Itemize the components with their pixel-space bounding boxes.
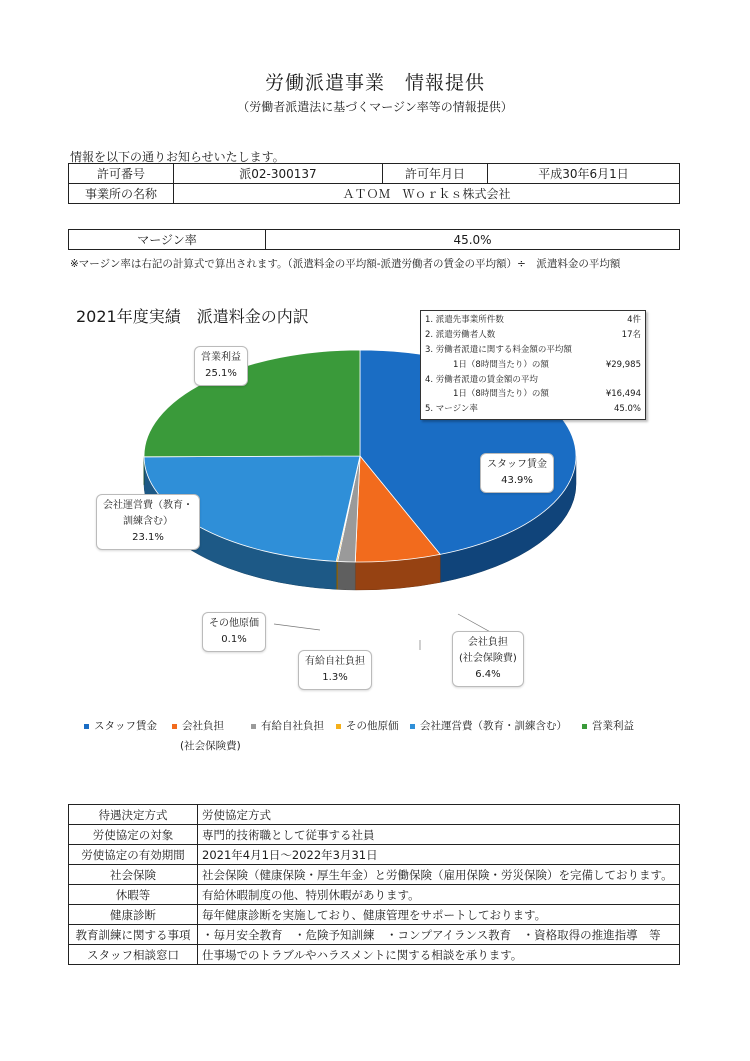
condition-value: 毎年健康診断を実施しており、健康管理をサポートしております。 [198, 905, 680, 925]
pie-slice-5 [144, 350, 360, 457]
condition-value: 労使協定方式 [198, 805, 680, 825]
legend-other-swatch [336, 724, 341, 729]
page-subtitle: （労働者派遣法に基づくマージン率等の情報提供） [237, 100, 513, 114]
legend-staff-swatch [84, 724, 89, 729]
condition-label: 健康診断 [69, 905, 198, 925]
callout-profit [194, 346, 248, 386]
info-fee-sub: 1日（8時間当たり）の額 [453, 359, 549, 370]
permit-number-label: 許可番号 [69, 164, 174, 184]
legend-other-label: その他原価 [346, 720, 399, 732]
condition-label: スタッフ相談窓口 [69, 945, 198, 965]
condition-row [69, 945, 680, 965]
notice-text: 情報を以下の通りお知らせいたします。 [70, 150, 285, 164]
info-dispatch-sites-label: 1. 派遣先事業所件数 [425, 315, 504, 325]
condition-value: 仕事場でのトラブルやハラスメントに関する相談を承ります。 [198, 945, 680, 965]
callout-other-pct: 0.1% [221, 634, 247, 645]
condition-row [69, 905, 680, 925]
page-title: 労働派遣事業 情報提供 [264, 72, 485, 94]
info-margin-label: 5. マージン率 [425, 404, 478, 415]
legend-company-swatch [172, 724, 177, 729]
condition-value: 有給休暇制度の他、特別休暇があります。 [198, 885, 680, 905]
leader-line-0 [274, 624, 320, 630]
info-dispatch-sites-value: 4件 [627, 315, 641, 325]
callout-company-line2: (社会保険費) [459, 653, 517, 664]
legend-ops [410, 718, 567, 733]
info-fee-value: ¥29,985 [605, 359, 641, 370]
condition-label: 社会保険 [69, 865, 198, 885]
condition-row [69, 845, 680, 865]
callout-company-line1: 会社負担 [467, 637, 508, 648]
legend-paid-label: 有給自社負担 [261, 720, 324, 732]
margin-value: 45.0% [266, 230, 680, 250]
callout-company [452, 631, 524, 687]
info-workers-label: 2. 派遣労働者人数 [425, 329, 496, 340]
condition-value: ・毎月安全教育 ・危険予知訓練 ・コンプアイランス教育 ・資格取得の推進指導 等 [198, 925, 680, 945]
conditions-table [68, 804, 680, 965]
legend-staff [84, 718, 157, 733]
summary-info-box [420, 310, 646, 420]
legend-company [172, 718, 224, 733]
condition-value: 専門的技術職として従事する社員 [198, 825, 680, 845]
margin-label: マージン率 [69, 230, 266, 250]
condition-label: 休暇等 [69, 885, 198, 905]
condition-value: 社会保険（健康保険・厚生年金）と労働保険（雇用保険・労災保険）を完備しております。 [198, 865, 680, 885]
permit-number: 派02-300137 [174, 164, 383, 184]
legend-profit [582, 718, 634, 733]
margin-formula-note: ※マージン率は右記の計算式で算出されます。（派遣料金の平均額-派遣労働者の賃金の平均額）÷ 派遣料金の平均額 [70, 258, 621, 270]
legend-paid-swatch [251, 724, 256, 729]
condition-row [69, 825, 680, 845]
callout-paid-pct: 1.3% [322, 672, 348, 683]
callout-other-name: その他原価 [209, 618, 259, 629]
chart-title: 2021年度実績 派遣料金の内訳 [76, 307, 309, 326]
callout-staff-name: スタッフ賃金 [487, 459, 547, 470]
legend-ops-swatch [410, 724, 415, 729]
condition-value: 2021年4月1日～2022年3月31日 [198, 845, 680, 865]
legend-staff-label: スタッフ賃金 [94, 720, 157, 732]
callout-ops-line2: 訓練含む） [123, 516, 173, 527]
condition-label: 教育訓練に関する事項 [69, 925, 198, 945]
legend-company-note: (社会保険費) [180, 740, 241, 752]
office-name-label: 事業所の名称 [69, 184, 174, 204]
legend-other [336, 718, 399, 733]
callout-profit-name: 営業利益 [201, 352, 241, 363]
condition-row [69, 885, 680, 905]
condition-label: 労使協定の対象 [69, 825, 198, 845]
permit-date: 平成30年6月1日 [488, 164, 680, 184]
callout-staff-pct: 43.9% [501, 475, 533, 486]
legend-paid [251, 718, 324, 733]
callout-company-pct: 6.4% [475, 669, 501, 680]
legend-ops-label: 会社運営費（教育・訓練含む） [420, 720, 567, 732]
legend-profit-label: 営業利益 [592, 720, 634, 732]
permit-date-label: 許可年月日 [383, 164, 488, 184]
callout-other [202, 612, 266, 652]
callout-staff [480, 453, 554, 493]
info-margin-value: 45.0% [613, 404, 641, 415]
condition-row [69, 805, 680, 825]
legend-profit-swatch [582, 724, 587, 729]
callout-profit-pct: 25.1% [205, 368, 237, 379]
callout-ops-pct: 23.1% [132, 532, 164, 543]
info-workers-value: 17名 [621, 329, 641, 340]
condition-row [69, 925, 680, 945]
callout-paid-name: 有給自社負担 [305, 656, 365, 667]
info-wage-value: ¥16,494 [605, 389, 641, 400]
pie-side-2 [338, 561, 356, 590]
condition-label: 労使協定の有効期間 [69, 845, 198, 865]
condition-label: 待遇決定方式 [69, 805, 198, 825]
office-name: ＡＴＯＭ Ｗｏｒｋｓ株式会社 [174, 184, 680, 204]
condition-row [69, 865, 680, 885]
callout-ops-line1: 会社運営費（教育・ [103, 500, 193, 511]
license-table [68, 163, 680, 204]
callout-ops [96, 494, 200, 550]
info-fee-label: 3. 労働者派遣に関する料金額の平均額 [425, 344, 572, 355]
callout-paid [298, 650, 372, 690]
legend-company-label: 会社負担 [182, 720, 224, 732]
info-wage-sub: 1日（8時間当たり）の額 [453, 389, 549, 400]
info-wage-label: 4. 労働者派遣の賃金額の平均 [425, 374, 538, 385]
margin-table [68, 229, 680, 250]
